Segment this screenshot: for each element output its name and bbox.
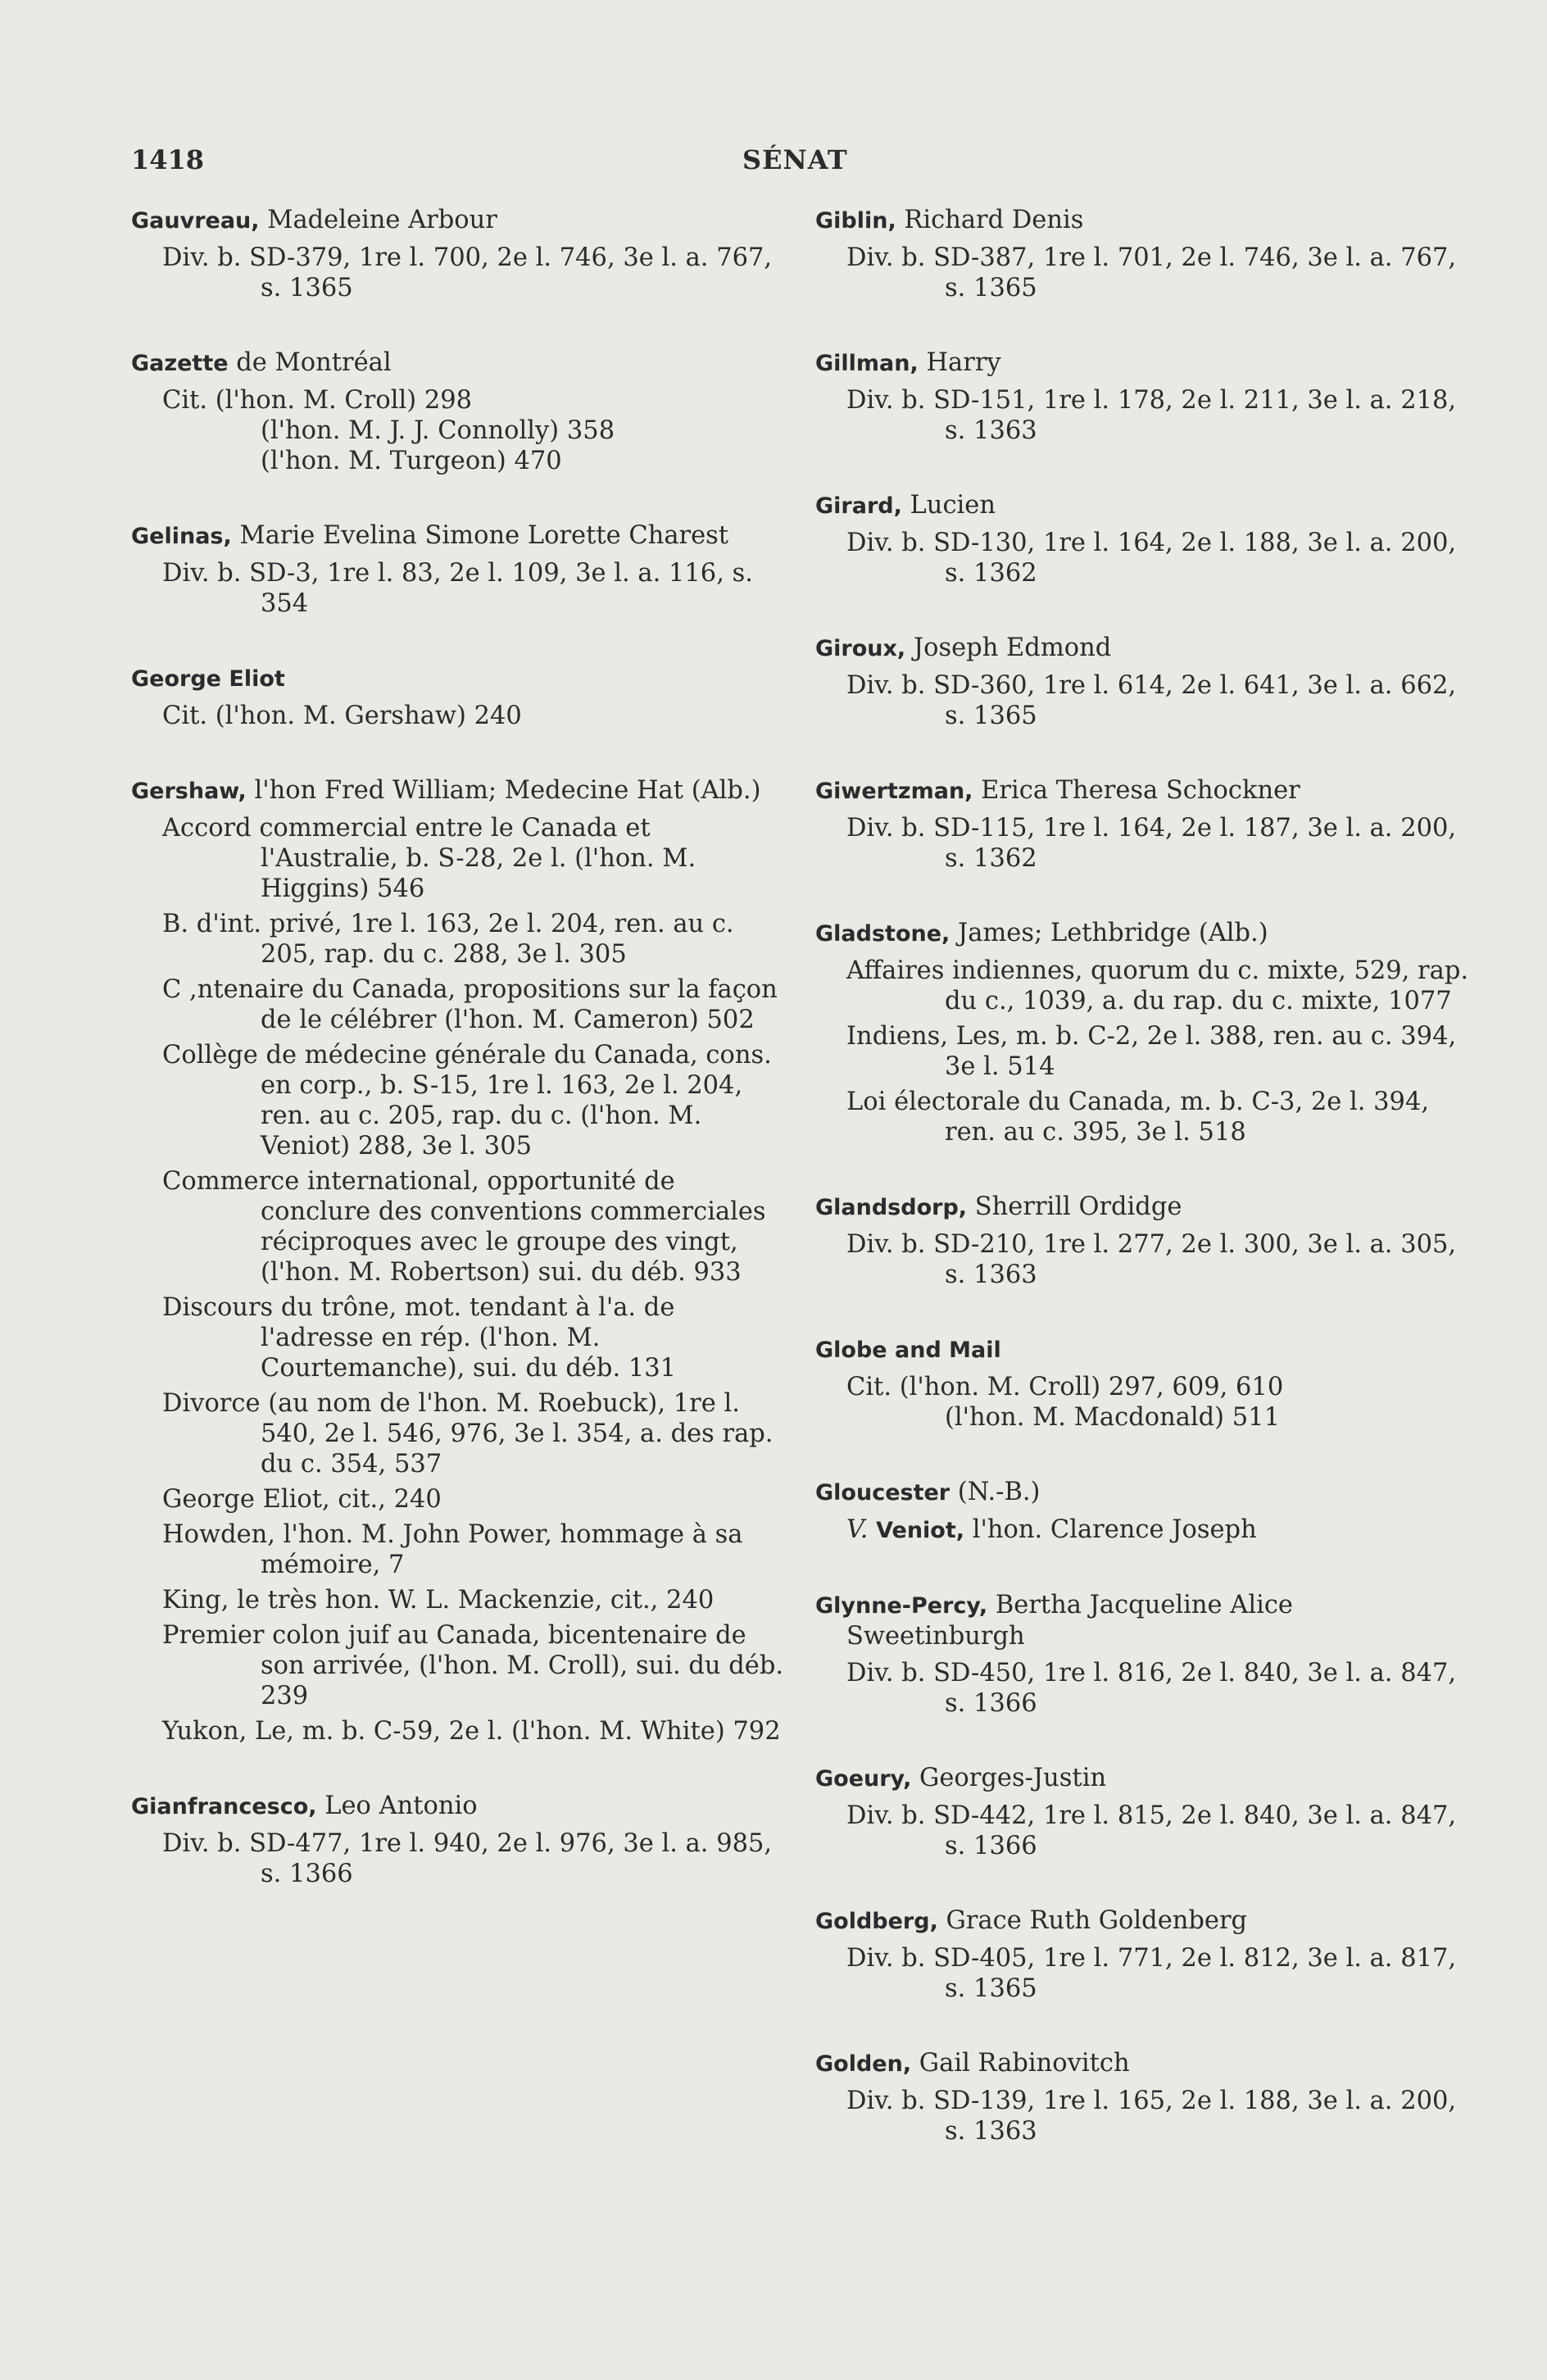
left-column	[131, 205, 787, 1933]
entry-reference: Div. b. SD-3, 1re l. 83, 2e l. 109, 3e l. a. 116, s. 354	[162, 559, 753, 618]
entry-name: Gianfrancesco,	[131, 1794, 317, 1819]
index-entry	[815, 1763, 1479, 1861]
entry-name: Girard,	[815, 493, 902, 519]
entry-reference: Premier colon juif au Canada, bicentenaire de son arrivée, (l'hon. M. Croll), sui. du déb. 239	[162, 1621, 784, 1710]
entry-heading	[815, 1192, 1479, 1223]
index-entry	[131, 347, 787, 476]
entry-heading	[131, 1791, 787, 1822]
entry-heading	[815, 347, 1479, 379]
entry-reference: Collège de médecine générale du Canada, cons. en corp., b. S-15, 1re l. 163, 2e l. 204, ren. au c. 205, rap. du c. (l'hon. M. Veniot) 288, 3e l. 305	[162, 1041, 772, 1160]
entry-name: Giwertzman,	[815, 779, 973, 804]
entry-heading	[815, 633, 1479, 664]
entry-name-rest: Erica Theresa Schockner	[973, 776, 1300, 805]
entry-name: Gauvreau,	[131, 208, 260, 234]
entry-reference: Div. b. SD-130, 1re l. 164, 2e l. 188, 3e l. a. 200, s. 1362	[846, 529, 1457, 588]
entry-reference: Div. b. SD-115, 1re l. 164, 2e l. 187, 3e l. a. 200, s. 1362	[846, 814, 1457, 873]
entry-heading	[815, 490, 1479, 521]
index-entry	[815, 490, 1479, 588]
entry-heading	[815, 1477, 1479, 1508]
entry-heading	[815, 1763, 1479, 1794]
entry-name: Giroux,	[815, 636, 906, 661]
page-number: 1418	[131, 144, 205, 175]
entry-reference: C ,ntenaire du Canada, propositions sur la façon de le célébrer (l'hon. M. Cameron) 502	[162, 975, 778, 1034]
entry-name-rest: de Montréal	[228, 348, 392, 377]
entry-reference: King, le très hon. W. L. Mackenzie, cit., 240	[162, 1586, 715, 1615]
entry-reference: Cit. (l'hon. M. Gershaw) 240	[162, 702, 522, 730]
entry-reference: Div. b. SD-139, 1re l. 165, 2e l. 188, 3e l. a. 200, s. 1363	[846, 2087, 1457, 2146]
entry-reference: Yukon, Le, m. b. C-59, 2e l. (l'hon. M. White) 792	[162, 1717, 781, 1746]
entry-name-rest: Grace Ruth Goldenberg	[937, 1906, 1248, 1935]
entry-name: Gillman,	[815, 351, 919, 376]
entry-name-rest: Richard Denis	[896, 206, 1084, 234]
entry-name-rest: Lucien	[901, 491, 996, 520]
entry-reference: Div. b. SD-450, 1re l. 816, 2e l. 840, 3e l. a. 847, s. 1366	[846, 1659, 1457, 1718]
see-rest: l'hon. Clarence Joseph	[964, 1515, 1257, 1544]
entry-name-rest: Bertha Jacqueline Alice Sweetinburgh	[846, 1591, 1293, 1651]
entry-heading	[815, 918, 1479, 949]
cross-reference	[815, 1515, 1479, 1546]
index-entry	[131, 663, 787, 731]
index-entry	[815, 1192, 1479, 1290]
entry-name: Glandsdorp,	[815, 1195, 968, 1220]
entry-heading	[815, 775, 1479, 806]
entry-reference: Div. b. SD-477, 1re l. 940, 2e l. 976, 3e l. a. 985, s. 1366	[162, 1829, 773, 1888]
entry-reference: Cit. (l'hon. M. Croll) 298 (l'hon. M. J. J. Connolly) 358 (l'hon. M. Turgeon) 470	[162, 386, 615, 475]
index-entry	[815, 1590, 1479, 1719]
entry-name-rest: l'hon Fred William; Medecine Hat (Alb.)	[246, 776, 761, 805]
entry-name: Golden,	[815, 2051, 912, 2077]
entry-name: George Eliot	[131, 666, 285, 692]
entry-reference: George Eliot, cit., 240	[162, 1485, 442, 1514]
entry-name: Gershaw,	[131, 779, 247, 804]
entry-heading	[131, 775, 787, 806]
right-column	[815, 205, 1479, 2191]
page-header	[131, 144, 1475, 180]
entry-name: Goldberg,	[815, 1909, 938, 1934]
index-entry	[815, 775, 1479, 874]
index-entry	[131, 520, 787, 619]
entry-name: Glynne-Percy,	[815, 1593, 988, 1619]
entry-reference: Div. b. SD-442, 1re l. 815, 2e l. 840, 3e l. a. 847, s. 1366	[846, 1801, 1457, 1860]
entry-heading	[815, 2048, 1479, 2079]
entry-heading	[131, 347, 787, 379]
index-entry	[815, 633, 1479, 731]
entry-reference: Div. b. SD-387, 1re l. 701, 2e l. 746, 3e l. a. 767, s. 1365	[846, 243, 1457, 302]
entry-name-rest: Harry	[918, 348, 1001, 377]
entry-heading	[131, 520, 787, 552]
entry-reference: Discours du trône, mot. tendant à l'a. de l'adresse en rép. (l'hon. M. Courtemanche), sui. du déb. 131	[162, 1293, 677, 1383]
entry-reference: Commerce international, opportunité de conclure des conventions commerciales réciproques avec le groupe des vingt, (l'hon. M. Robertson) sui. du déb. 933	[162, 1167, 766, 1287]
index-entry	[815, 2048, 1479, 2146]
entry-reference: Div. b. SD-379, 1re l. 700, 2e l. 746, 3e l. a. 767, s. 1365	[162, 243, 773, 302]
entry-reference: Div. b. SD-405, 1re l. 771, 2e l. 812, 3e l. a. 817, s. 1365	[846, 1944, 1457, 2003]
running-title: SÉNAT	[742, 144, 848, 175]
entry-heading	[815, 205, 1479, 236]
entry-name-rest: Sherrill Ordidge	[967, 1192, 1182, 1221]
entry-name-rest: Leo Antonio	[316, 1792, 478, 1820]
entry-reference: Divorce (au nom de l'hon. M. Roebuck), 1re l. 540, 2e l. 546, 976, 3e l. 354, a. des rap. du c. 354, 537	[162, 1389, 774, 1478]
entry-heading	[815, 1905, 1479, 1937]
entry-name-rest: (N.-B.)	[950, 1478, 1041, 1506]
entry-name-rest: Marie Evelina Simone Lorette Charest	[231, 521, 729, 550]
entry-reference: Div. b. SD-210, 1re l. 277, 2e l. 300, 3e l. a. 305, s. 1363	[846, 1230, 1457, 1289]
entry-reference: Cit. (l'hon. M. Croll) 297, 609, 610 (l'hon. M. Macdonald) 511	[846, 1373, 1284, 1432]
entry-reference: Howden, l'hon. M. John Power, hommage à sa mémoire, 7	[162, 1520, 743, 1579]
entry-heading	[131, 663, 787, 694]
entry-reference: Div. b. SD-360, 1re l. 614, 2e l. 641, 3e l. a. 662, s. 1365	[846, 671, 1457, 730]
entry-reference: Affaires indiennes, quorum du c. mixte, 529, rap. du c., 1039, a. du rap. du c. mixte, 1077	[846, 956, 1469, 1015]
index-entry	[131, 1791, 787, 1889]
entry-name: Giblin,	[815, 208, 896, 234]
entry-reference: Loi électorale du Canada, m. b. C-3, 2e l. 394, ren. au c. 395, 3e l. 518	[846, 1088, 1430, 1147]
index-entry	[815, 918, 1479, 1147]
entry-heading	[815, 1334, 1479, 1365]
entry-name-rest: Gail Rabinovitch	[911, 2049, 1130, 2078]
entry-name: Gloucester	[815, 1480, 950, 1506]
index-entry	[815, 1334, 1479, 1433]
entry-reference: Indiens, Les, m. b. C-2, 2e l. 388, ren. au c. 394, 3e l. 514	[846, 1022, 1457, 1081]
entry-heading	[815, 1590, 1479, 1651]
index-entry	[815, 347, 1479, 446]
entry-name: Gelinas,	[131, 524, 232, 549]
index-entry	[815, 205, 1479, 303]
see-name: Veniot,	[876, 1518, 965, 1543]
index-entry	[815, 1905, 1479, 2004]
entry-name: Gladstone,	[815, 921, 950, 947]
entry-name: Gazette	[131, 351, 229, 376]
entry-name-rest: Madeleine Arbour	[259, 206, 497, 234]
index-entry	[815, 1477, 1479, 1546]
entry-heading	[131, 205, 787, 236]
entry-reference: Accord commercial entre le Canada et l'Australie, b. S-28, 2e l. (l'hon. M. Higgins) 546	[162, 814, 696, 903]
index-entry	[131, 775, 787, 1746]
entry-name: Goeury,	[815, 1766, 912, 1792]
index-entry	[131, 205, 787, 303]
entry-reference: Div. b. SD-151, 1re l. 178, 2e l. 211, 3e l. a. 218, s. 1363	[846, 386, 1457, 445]
entry-reference: B. d'int. privé, 1re l. 163, 2e l. 204, ren. au c. 205, rap. du c. 288, 3e l. 305	[162, 910, 734, 969]
entry-name-rest: Georges-Justin	[911, 1764, 1107, 1792]
entry-name-rest: Joseph Edmond	[905, 634, 1112, 662]
entry-name: Globe and Mail	[815, 1338, 1001, 1363]
entry-name-rest: James; Lethbridge (Alb.)	[950, 919, 1268, 947]
see-prefix: V.	[846, 1515, 869, 1544]
